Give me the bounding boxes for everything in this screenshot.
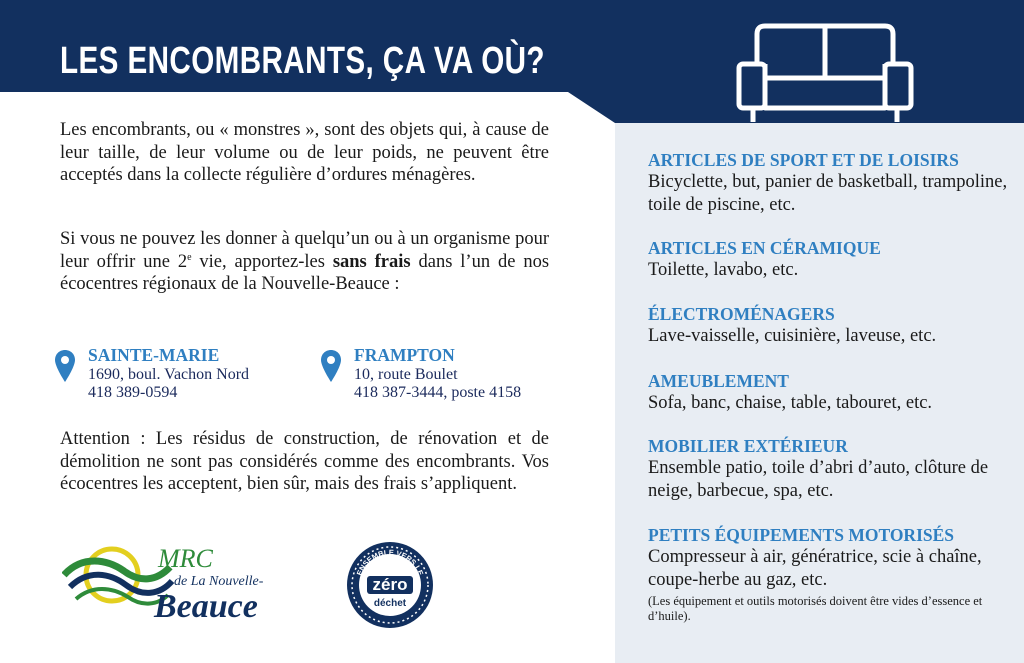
location-phone: 418 387-3444, poste 4158	[354, 384, 522, 401]
category-ameublement	[648, 370, 1008, 415]
category-title: MOBILIER EXTÉRIEUR	[648, 436, 848, 456]
mrc-logo-line1: MRC	[158, 544, 213, 573]
category-description: Bicyclette, but, panier de basketball, trampoline, toile de piscine, etc.	[648, 172, 1008, 215]
mrc-logo	[62, 537, 312, 622]
sofa-icon	[735, 20, 915, 128]
category-title: PETITS ÉQUIPEMENTS MOTORISÉS	[648, 525, 955, 545]
location-sainte-marie	[54, 346, 304, 406]
location-address: 1690, boul. Vachon Nord	[88, 366, 250, 383]
mrc-logo-line2: de La Nouvelle-	[174, 574, 264, 589]
free-emphasis: sans frais	[332, 251, 411, 272]
zero-logo-ring-text: ENSEMBLE VERS LE	[354, 547, 426, 577]
location-frampton	[320, 346, 560, 406]
category-description: Ensemble patio, toile d’abri d’auto, clôture de neige, barbecue, spa, etc.	[648, 458, 989, 501]
location-address: 10, route Boulet	[354, 366, 458, 383]
category-mobilier-exterieur	[648, 435, 1008, 502]
category-description: Compresseur à air, génératrice, scie à chaîne, coupe-herbe au gaz, etc.	[648, 547, 982, 590]
map-pin-icon	[54, 349, 76, 383]
category-sport	[648, 149, 1008, 216]
category-title: ARTICLES EN CÉRAMIQUE	[648, 238, 881, 258]
category-equipements-motorises	[648, 524, 1008, 624]
category-description: Toilette, lavabo, etc.	[648, 260, 799, 280]
location-name: FRAMPTON	[354, 345, 455, 365]
category-description: Lave-vaisselle, cuisinière, laveuse, etc.	[648, 326, 937, 346]
page-title: LES ENCOMBRANTS, ÇA VA OÙ?	[60, 40, 545, 82]
zero-dechet-logo	[345, 540, 435, 630]
donation-text: dans l’un de nos écocentres régionaux de la Nouvelle-Beauce :	[60, 251, 550, 294]
category-ceramique	[648, 237, 1008, 282]
category-electromenagers	[648, 303, 1008, 348]
zero-logo-big-text: zéro	[372, 575, 408, 594]
superscript: e	[187, 251, 192, 263]
category-title: AMEUBLEMENT	[648, 371, 789, 391]
intro-paragraph: Les encombrants, ou « monstres », sont des objets qui, à cause de leur taille, de leur volume ou de leur poids, ne peuvent être acceptés dans la collecte régulière d’ordures ménagères.	[60, 120, 549, 185]
donation-text: vie, apportez-les	[191, 251, 333, 272]
category-description: Sofa, banc, chaise, table, tabouret, etc.	[648, 393, 933, 413]
map-pin-icon	[320, 349, 342, 383]
location-phone: 418 389-0594	[88, 384, 178, 401]
attention-paragraph: Attention : Les résidus de construction, de rénovation et de démolition ne sont pas considérés comme des encombrants. Vos écocentres les acceptent, bien sûr, mais des frais s’appliquent.	[60, 429, 549, 494]
category-note: (Les équipement et outils motorisés doivent être vides d’essence et d’huile).	[648, 594, 983, 623]
zero-logo-small-text: déchet	[373, 598, 407, 609]
donation-paragraph	[60, 228, 549, 296]
donation-text: Si vous ne pouvez les donner à quelqu’un ou à un organisme pour leur offrir une 2	[60, 229, 549, 272]
category-title: ÉLECTROMÉNAGERS	[648, 304, 835, 324]
mrc-logo-line3: Beauce	[154, 588, 258, 622]
category-title: ARTICLES DE SPORT ET DE LOISIRS	[648, 150, 959, 170]
location-name: SAINTE-MARIE	[88, 345, 220, 365]
